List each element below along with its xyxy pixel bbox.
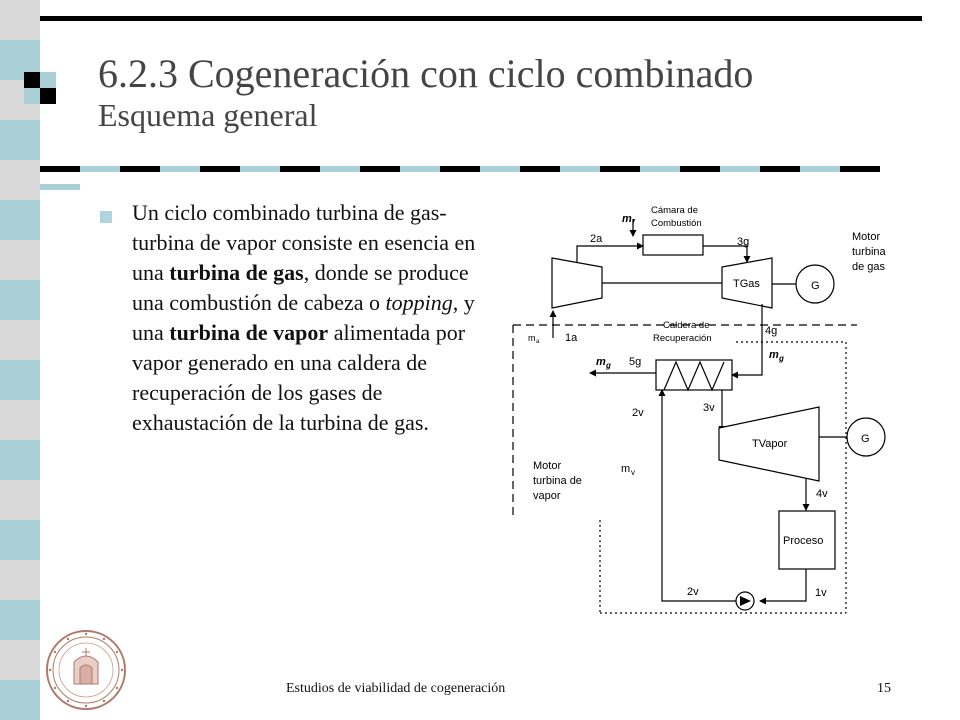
label-motor-vapor-3: vapor xyxy=(533,490,561,502)
label-3v: 3v xyxy=(703,402,715,414)
label-mg-left: m xyxy=(596,356,606,368)
bold-turbina-vapor: turbina de vapor xyxy=(169,320,329,345)
divider-segment xyxy=(680,166,720,172)
label-2v-bottom: 2v xyxy=(687,586,699,598)
label-mv-sub: v xyxy=(631,468,635,477)
divider-segment xyxy=(520,166,560,172)
label-caldera-2: Recuperación xyxy=(653,333,712,344)
strip-cell xyxy=(0,320,40,360)
title-decoration-icon xyxy=(24,72,56,104)
university-seal-icon xyxy=(44,628,128,712)
divider-segment xyxy=(840,166,880,172)
divider-segment xyxy=(440,166,480,172)
label-4g: 4g xyxy=(765,325,778,337)
strip-cell xyxy=(0,120,40,160)
label-3g: 3g xyxy=(737,236,750,248)
divider-segment xyxy=(320,166,360,172)
combined-cycle-diagram xyxy=(510,196,886,624)
label-generator-gas: G xyxy=(811,280,820,292)
divider-segment xyxy=(200,166,240,172)
label-ma-sub: a xyxy=(536,339,540,345)
label-motor-vapor-2: turbina de xyxy=(533,475,582,487)
strip-cell xyxy=(0,360,40,400)
label-caldera-1: Caldera de xyxy=(663,320,710,331)
label-motor-gas-1: Motor xyxy=(852,231,881,243)
divider-segment xyxy=(80,166,120,172)
divider-segment xyxy=(40,166,80,172)
page-number: 15 xyxy=(877,681,891,696)
label-5g: 5g xyxy=(629,356,642,368)
label-camara-1: Cámara de xyxy=(651,205,698,216)
strip-cell xyxy=(0,560,40,600)
label-camara-2: Combustión xyxy=(651,218,702,229)
divider-segment xyxy=(720,166,760,172)
title-divider xyxy=(40,159,914,165)
italic-topping: topping xyxy=(385,290,453,315)
strip-cell xyxy=(0,600,40,640)
divider-segment xyxy=(640,166,680,172)
slide-title-block xyxy=(98,52,753,134)
slide-title: 6.2.3 Cogeneración con ciclo combinado xyxy=(98,51,754,96)
label-mg-right-sub: g xyxy=(779,354,784,363)
label-4v: 4v xyxy=(816,488,828,500)
divider-segment xyxy=(40,184,80,190)
divider-segment xyxy=(160,166,200,172)
combustion-chamber xyxy=(643,235,703,255)
label-mg-left-sub: g xyxy=(606,361,611,370)
side-decoration-strip xyxy=(0,0,40,720)
label-ma: m xyxy=(528,333,536,343)
strip-cell xyxy=(0,160,40,200)
divider-segment xyxy=(280,166,320,172)
bold-turbina-gas: turbina de gas xyxy=(169,260,304,285)
strip-cell xyxy=(0,520,40,560)
strip-cell xyxy=(0,640,40,680)
divider-segment xyxy=(400,166,440,172)
slide-subtitle: Esquema general xyxy=(98,97,318,133)
label-2v-mid: 2v xyxy=(632,407,644,419)
strip-cell xyxy=(0,400,40,440)
divider-segment xyxy=(760,166,800,172)
label-2a: 2a xyxy=(590,233,603,245)
divider-segment xyxy=(560,166,600,172)
label-motor-gas-2: turbina xyxy=(852,246,886,258)
strip-cell xyxy=(0,680,40,720)
divider-segment xyxy=(800,166,840,172)
label-proceso: Proceso xyxy=(783,535,824,547)
label-generator-steam: G xyxy=(861,433,870,445)
label-mf: m xyxy=(622,213,632,225)
label-mf-sub: f xyxy=(632,218,635,227)
footer-course-title: Estudios de viabilidad de cogeneración xyxy=(286,681,506,696)
compressor xyxy=(552,258,602,308)
divider-segment xyxy=(120,166,160,172)
label-tgas: TGas xyxy=(733,278,760,290)
strip-cell xyxy=(0,240,40,280)
label-mg-right: m xyxy=(769,349,779,361)
divider-segment xyxy=(360,166,400,172)
top-rule xyxy=(40,16,922,21)
strip-cell xyxy=(0,200,40,240)
strip-cell xyxy=(0,440,40,480)
strip-cell xyxy=(0,0,40,40)
label-1a: 1a xyxy=(565,332,578,344)
divider-segment xyxy=(240,166,280,172)
bullet-item xyxy=(100,198,500,438)
divider-segment xyxy=(480,166,520,172)
bullet-text: Un ciclo combinado turbina de gas-turbina de vapor consiste en esencia en una turbina de gas, donde se produce una combustión de cabeza o topping, y una turbina de vapor alimentada por vapor generado en una caldera de recuperación de los gases de exhaustación de la turbina de gas. xyxy=(132,200,476,435)
label-motor-gas-3: de gas xyxy=(852,261,886,273)
strip-cell xyxy=(0,480,40,520)
label-tvapor: TVapor xyxy=(752,438,788,450)
strip-cell xyxy=(0,280,40,320)
divider-segment xyxy=(600,166,640,172)
label-mv: m xyxy=(621,463,631,475)
square-bullet-icon xyxy=(100,211,112,223)
label-1v: 1v xyxy=(815,587,827,599)
label-motor-vapor-1: Motor xyxy=(533,460,562,472)
